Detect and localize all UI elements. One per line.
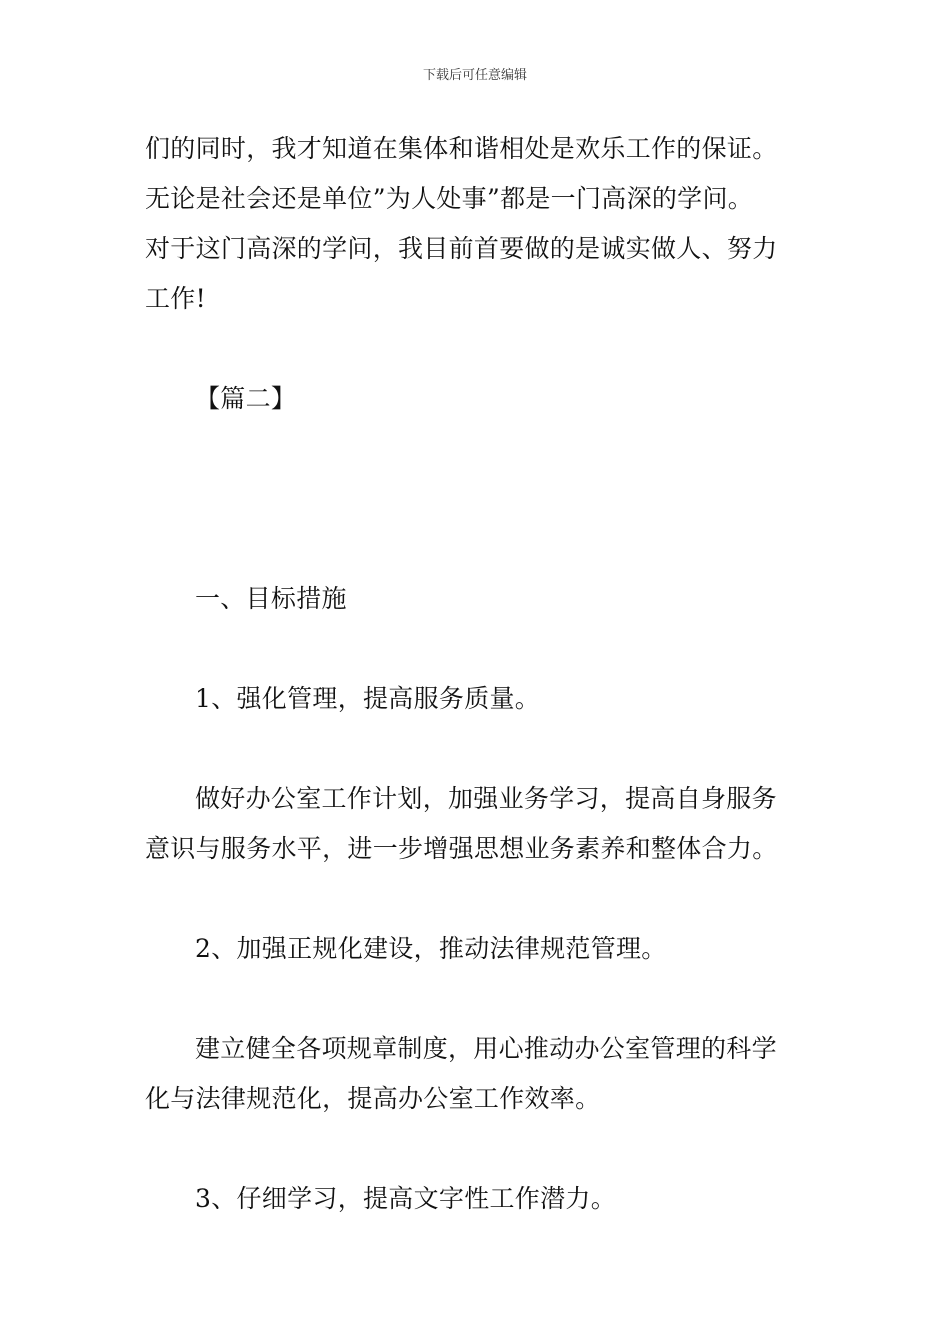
item-3-title: 3、仔细学习，提高文字性工作潜力。 (195, 1184, 617, 1213)
item-1-body-line: 做好办公室工作计划，加强业务学习，提高自身服务 (195, 784, 777, 813)
paragraph-line: 无论是社会还是单位”为人处事”都是一门高深的学问。 (145, 184, 754, 213)
paragraph-line: 们的同时，我才知道在集体和谐相处是欢乐工作的保证。 (145, 134, 778, 163)
item-2-body-line: 建立健全各项规章制度，用心推动办公室管理的科学 (195, 1034, 777, 1063)
page-header-note: 下载后可任意编辑 (422, 68, 527, 83)
item-1-body-line: 意识与服务水平，进一步增强思想业务素养和整体合力。 (145, 834, 778, 863)
section-marker: 【篇二】 (195, 384, 297, 413)
paragraph-line: 工作! (145, 284, 206, 313)
item-2-body-line: 化与法律规范化，提高办公室工作效率。 (145, 1084, 601, 1113)
heading-objectives: 一、目标措施 (195, 584, 347, 613)
item-1-title: 1、强化管理，提高服务质量。 (195, 684, 541, 713)
item-2-title: 2、加强正规化建设，推动法律规范管理。 (195, 934, 667, 963)
paragraph-line: 对于这门高深的学问，我目前首要做的是诚实做人、努力 (145, 234, 778, 263)
